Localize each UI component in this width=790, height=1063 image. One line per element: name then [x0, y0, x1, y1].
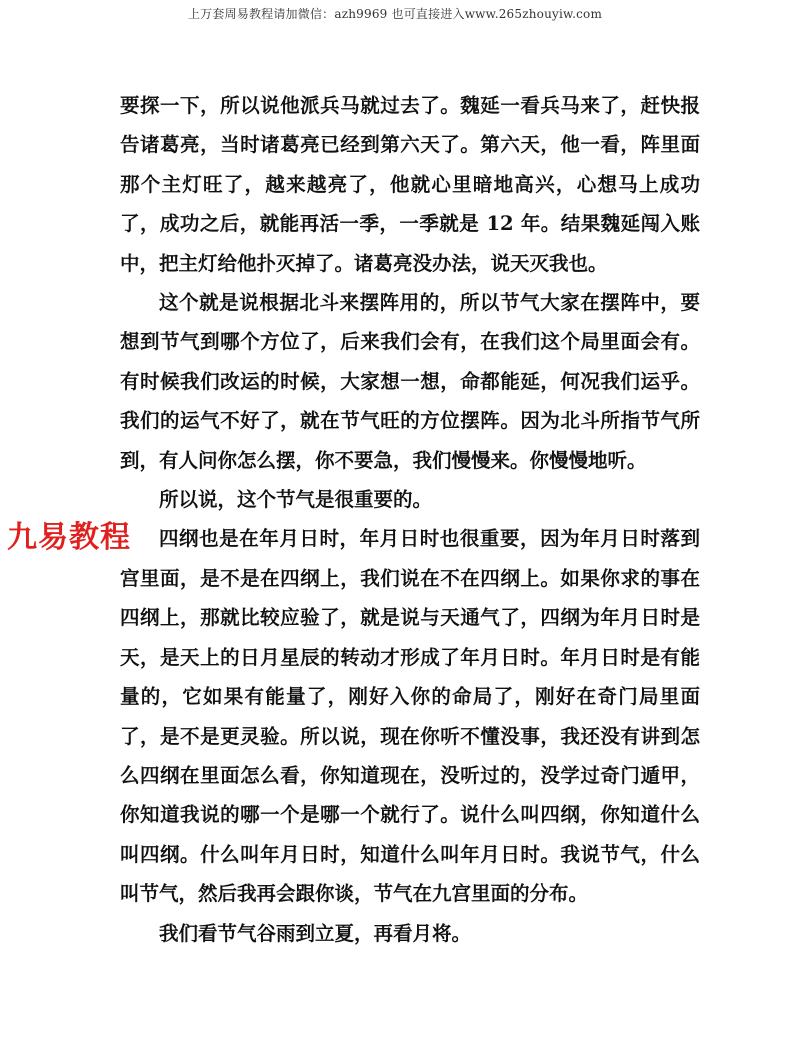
watermark-logo: 九易教程 [7, 520, 131, 555]
paragraph-2: 这个就是说根据北斗来摆阵用的，所以节气大家在摆阵中，要想到节气到哪个方位了，后来我们会有，在我们这个局里面会有。有时候我们改运的时候，大家想一想，命都能延，何况我们运乎。我们的运气不好了，就在节气旺的方位摆阵。因为北斗所指节气所到，有人问你怎么摆，你不要急，我们慢慢来。你慢慢地听。 [120, 291, 700, 472]
page-header: 上万套周易教程请加微信：azh9969 也可直接进入www.265zhouyiw.com [187, 7, 603, 21]
paragraph-4: 四纲也是在年月日时，年月日时也很重要，因为年月日时落到宫里面，是不是在四纲上，我们说在不在四纲上。如果你求的事在四纲上，那就比较应验了，就是说与天通气了，四纲为年月日时是天，是天上的日月星辰的转动才形成了年月日时。年月日时是有能量的，它如果有能量了，刚好入你的命局了，刚好在奇门局里面了，是不是更灵验。所以说，现在你听不懂没事，我还没有讲到怎么四纲在里面怎么看，你知道现在，没听过的，没学过奇门遁甲，你知道我说的哪一个是哪一个就行了。说什么叫四纲，你知道什么叫四纲。什么叫年月日时，知道什么叫年月日时。我说节气，什么叫节气，然后我再会跟你谈，节气在九宫里面的分布。 [120, 527, 700, 906]
paragraph-1: 要探一下，所以说他派兵马就过去了。魏延一看兵马来了，赶快报告诸葛亮，当时诸葛亮已经到第六天了。第六天，他一看，阵里面那个主灯旺了，越来越亮了，他就心里暗地高兴，心想马上成功了，成功之后，就能再活一季，一季就是 12 年。结果魏延闯入账中，把主灯给他扑灭掉了。诸葛亮没办法，说天灭我也。 [120, 94, 700, 275]
paragraph-5: 我们看节气谷雨到立夏，再看月将。 [159, 921, 472, 945]
paragraph-3: 所以说，这个节气是很重要的。 [159, 488, 433, 512]
document-body [120, 86, 700, 953]
